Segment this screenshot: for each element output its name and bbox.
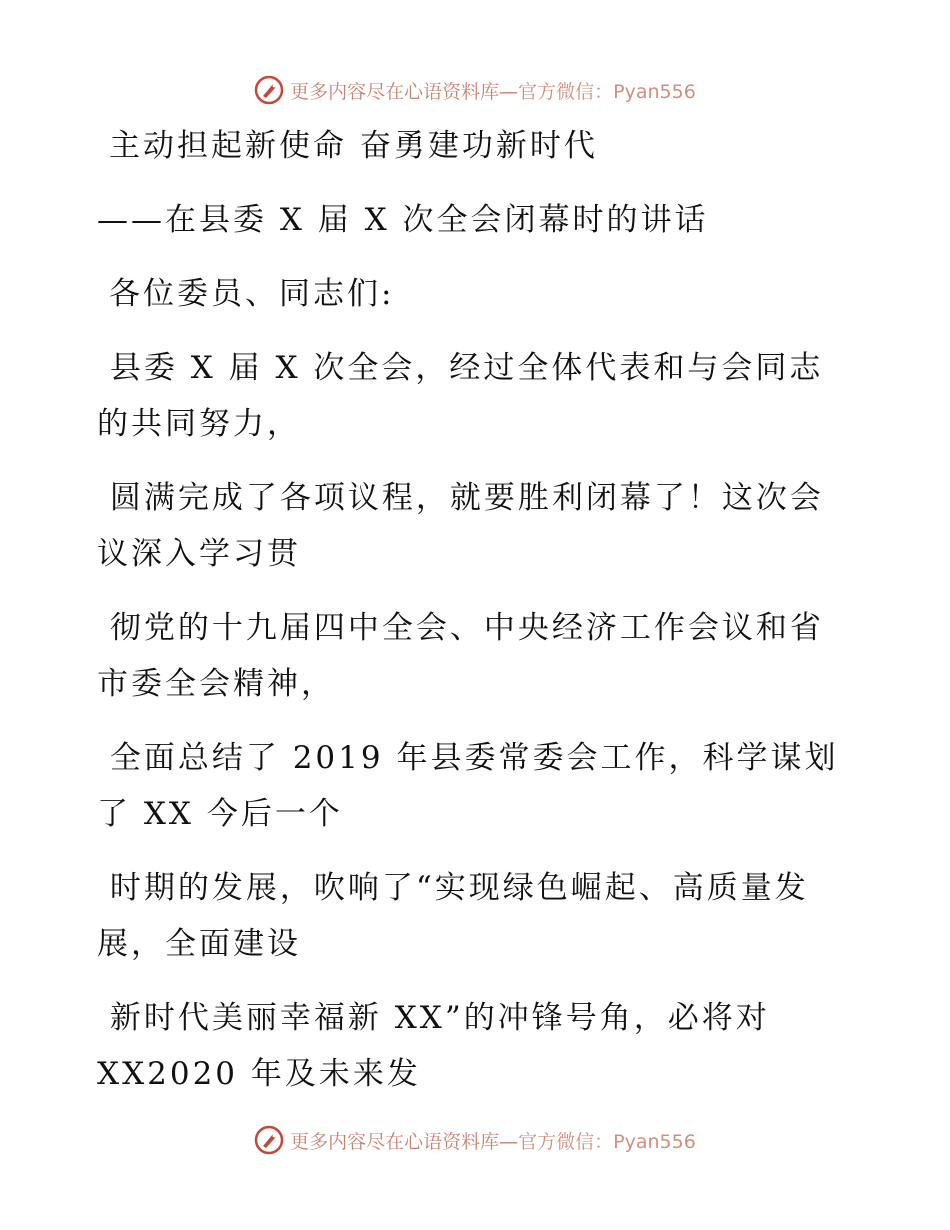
- document-body: [97, 118, 857, 1102]
- paragraph: [97, 730, 857, 842]
- paragraph-line: 彻党的十九届四中全会、中央经济工作会议和省: [97, 610, 824, 646]
- paragraph-line: 时期的发展，吹响了“实现绿色崛起、高质量发: [97, 870, 809, 906]
- paragraph: [97, 340, 857, 452]
- paragraph: [97, 990, 857, 1102]
- paragraph-line: 市委全会精神，: [97, 666, 335, 702]
- paragraph-line: 圆满完成了各项议程，就要胜利闭幕了！这次会: [97, 480, 824, 516]
- paragraph-line: 了 XX 今后一个: [97, 796, 343, 832]
- pen-nib-logo-icon: [254, 75, 284, 105]
- paragraph-line: 议深入学习贯: [97, 536, 301, 572]
- banner-text: 更多内容尽在心语资料库—官方微信：Pyan556: [290, 1130, 696, 1153]
- banner-text: 更多内容尽在心语资料库—官方微信：Pyan556: [290, 80, 696, 103]
- paragraph: [97, 600, 857, 712]
- paragraph-line: 县委 X 届 X 次全会，经过全体代表和与会同志: [97, 350, 824, 386]
- paragraph-line: 的共同努力，: [97, 406, 301, 442]
- footer-banner: [0, 1120, 950, 1160]
- paragraph-line: 全面总结了 2019 年县委常委会工作，科学谋划: [97, 740, 839, 776]
- paragraph-line: 新时代美丽幸福新 XX”的冲锋号角，必将对: [97, 1000, 770, 1036]
- banner-wechat: 官方微信：Pyan556: [518, 1130, 696, 1153]
- paragraph-line: 展，全面建设: [97, 926, 301, 962]
- document-subtitle: ——在县委 X 届 X 次全会闭幕时的讲话: [97, 202, 709, 238]
- paragraph: [97, 470, 857, 582]
- document-title: 主动担起新使命 奋勇建功新时代: [109, 128, 598, 164]
- paragraph-line: XX2020 年及未来发: [97, 1056, 421, 1092]
- banner-wechat: 官方微信：Pyan556: [518, 80, 696, 103]
- pen-nib-logo-icon: [254, 1125, 284, 1155]
- paragraph: [97, 860, 857, 972]
- salutation: 各位委员、同志们:: [109, 276, 395, 312]
- header-banner: [0, 70, 950, 110]
